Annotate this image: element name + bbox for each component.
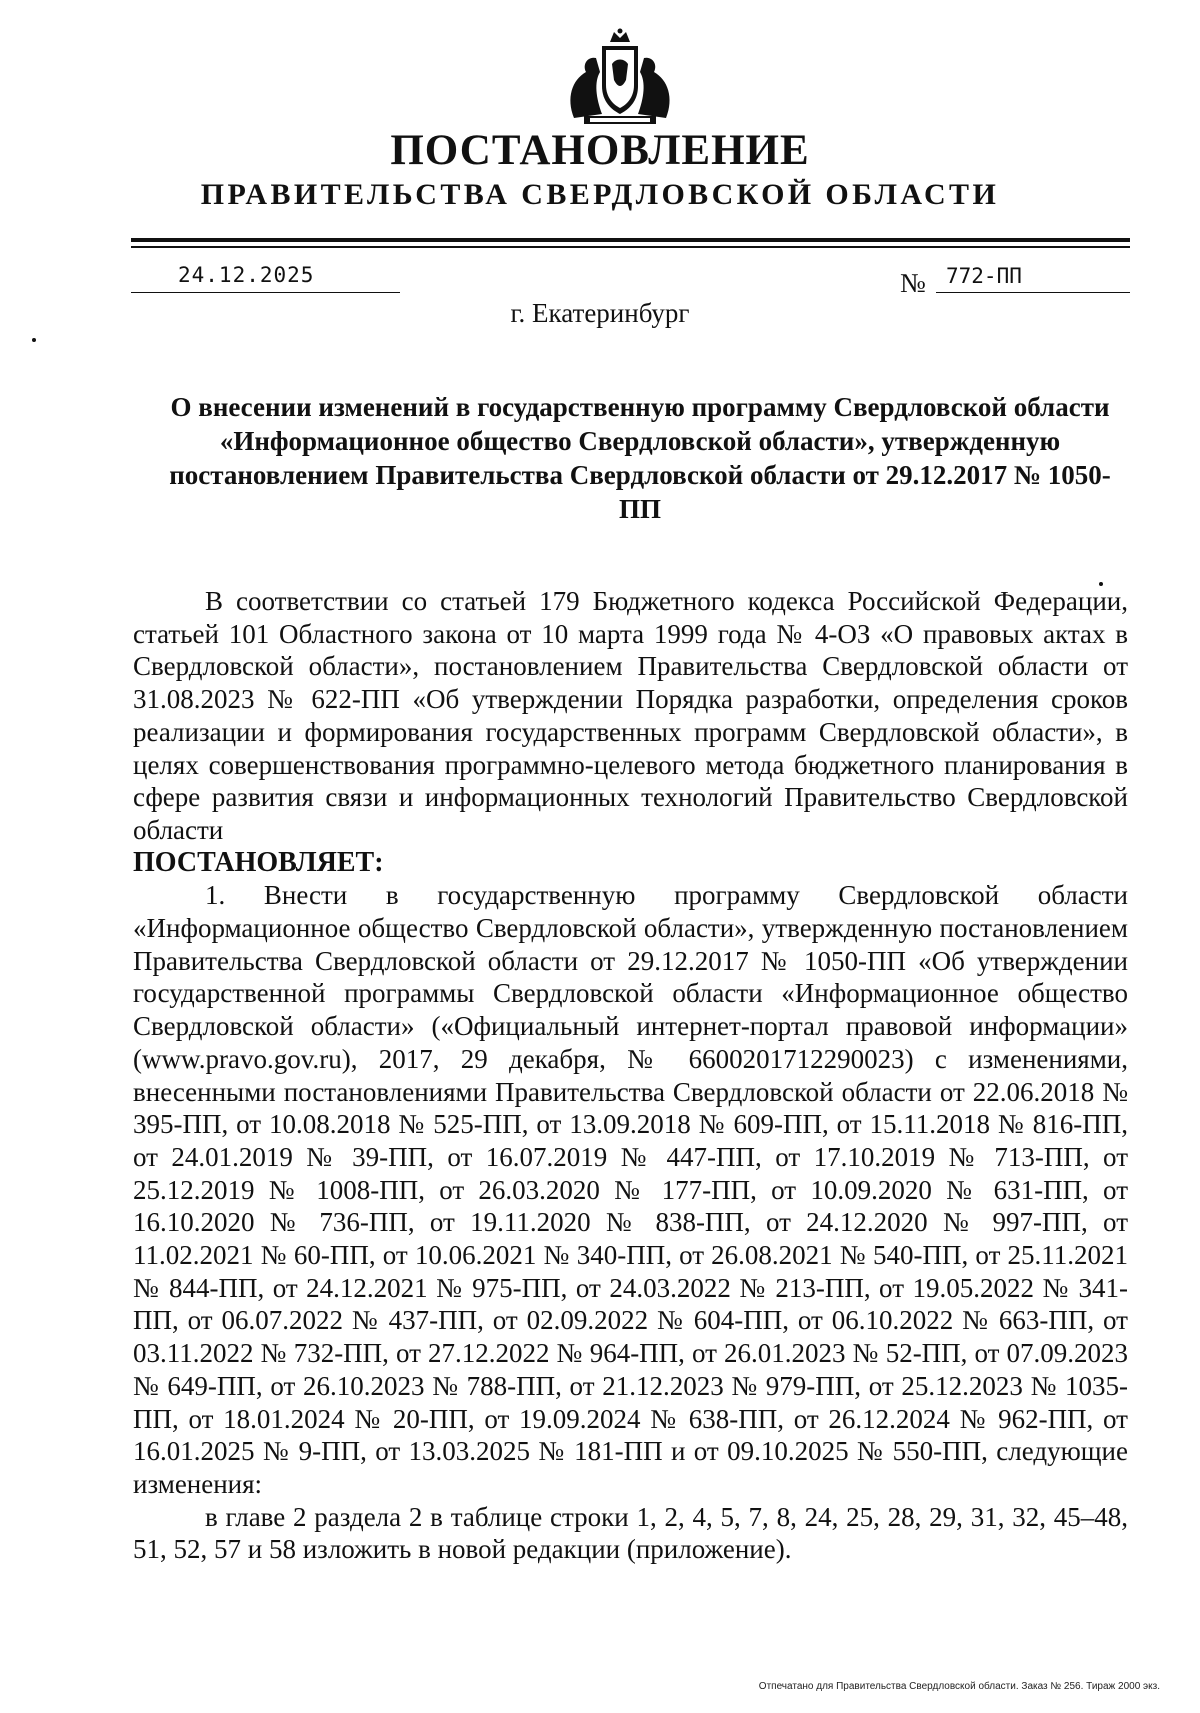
number-underline bbox=[936, 292, 1130, 293]
document-date: 24.12.2025 bbox=[178, 263, 315, 287]
document-city: г. Екатеринбург bbox=[510, 298, 690, 328]
header-divider-thin bbox=[131, 246, 1130, 248]
print-footer: Отпечатано для Правительства Свердловской области. Заказ № 256. Тираж 2000 экз. bbox=[758, 1681, 1160, 1692]
document-subject: О внесении изменений в государственную программу Свердловской области «Информационное общество Свердловской области», утвержденную постановлением Правительства Свердловской области от 29.12.2017 № 1050-ПП bbox=[169, 392, 1111, 524]
document-issuer: ПРАВИТЕЛЬСТВА СВЕРДЛОВСКОЙ ОБЛАСТИ bbox=[200, 178, 1000, 211]
document-number: 772-ПП bbox=[946, 264, 1022, 288]
document-body bbox=[133, 585, 1128, 1566]
scan-speck bbox=[32, 338, 36, 342]
item-1-detail: в главе 2 раздела 2 в таблице строки 1, 2, 4, 5, 7, 8, 24, 25, 28, 29, 31, 32, 45–48, 51, 52, 57 и 58 изложить в новой редакции (приложение). bbox=[133, 1501, 1128, 1565]
decree-word: ПОСТАНОВЛЯЕТ: bbox=[133, 846, 384, 878]
date-underline bbox=[131, 292, 400, 293]
number-sign: № bbox=[900, 268, 926, 298]
coat-of-arms-icon bbox=[560, 28, 680, 128]
item-1-paragraph: 1. Внести в государственную программу Свердловской области «Информационное общество Свердловской области», утвержденную постановлением Правительства Свердловской области от 29.12.2017 № 1050-ПП «Об утверждении государственной программы Свердловской области «Информационное общество Свердловской области» («Официальный интернет-портал правовой информации» (www.pravo.gov.ru), 2017, 29 декабря, № 6600201712290023) с изменениями, внесенными постановлениями Правительства Свердловской области от 22.06.2018 № 395-ПП, от 10.08.2018 № 525-ПП, от 13.09.2018 № 609-ПП, от 15.11.2018 № 816-ПП, от 24.01.2019 № 39-ПП, от 16.07.2019 № 447-ПП, от 17.10.2019 № 713-ПП, от 25.12.2019 № 1008-ПП, от 26.03.2020 № 177-ПП, от 10.09.2020 № 631-ПП, от 16.10.2020 № 736-ПП, от 19.11.2020 № 838-ПП, от 24.12.2020 № 997-ПП, от 11.02.2021 № 60-ПП, от 10.06.2021 № 340-ПП, от 26.08.2021 № 540-ПП, от 25.11.2021 № 844-ПП, от 24.12.2021 № 975-ПП, от 24.03.2022 № 213-ПП, от 19.05.2022 № 341-ПП, от 06.07.2022 № 437-ПП, от 02.09.2022 № 604-ПП, от 06.10.2022 № 663-ПП, от 03.11.2022 № 732-ПП, от 27.12.2022 № 964-ПП, от 26.01.2023 № 52-ПП, от 07.09.2023 № 649-ПП, от 26.10.2023 № 788-ПП, от 21.12.2023 № 979-ПП, от 25.12.2023 № 1035-ПП, от 18.01.2024 № 20-ПП, от 19.09.2024 № 638-ПП, от 26.12.2024 № 962-ПП, от 16.01.2025 № 9-ПП, от 13.03.2025 № 181-ПП и от 09.10.2025 № 550-ПП, следующие изменения: bbox=[133, 880, 1128, 1499]
document-title: ПОСТАНОВЛЕНИЕ bbox=[390, 127, 810, 174]
preamble-paragraph: В соответствии со статьей 179 Бюджетного кодекса Российской Федерации, статьей 101 Областного закона от 10 марта 1999 года № 4-ОЗ «О правовых актах в Свердловской области», постановлением Правительства Свердловской области от 31.08.2023 № 622-ПП «Об утверждении Порядка разработки, определения сроков реализации и формирования государственных программ Свердловской области», в целях совершенствования программно-целевого метода бюджетного планирования в сфере развития связи и информационных технологий Правительство Свердловской области bbox=[133, 586, 1128, 845]
header-divider bbox=[131, 238, 1130, 242]
